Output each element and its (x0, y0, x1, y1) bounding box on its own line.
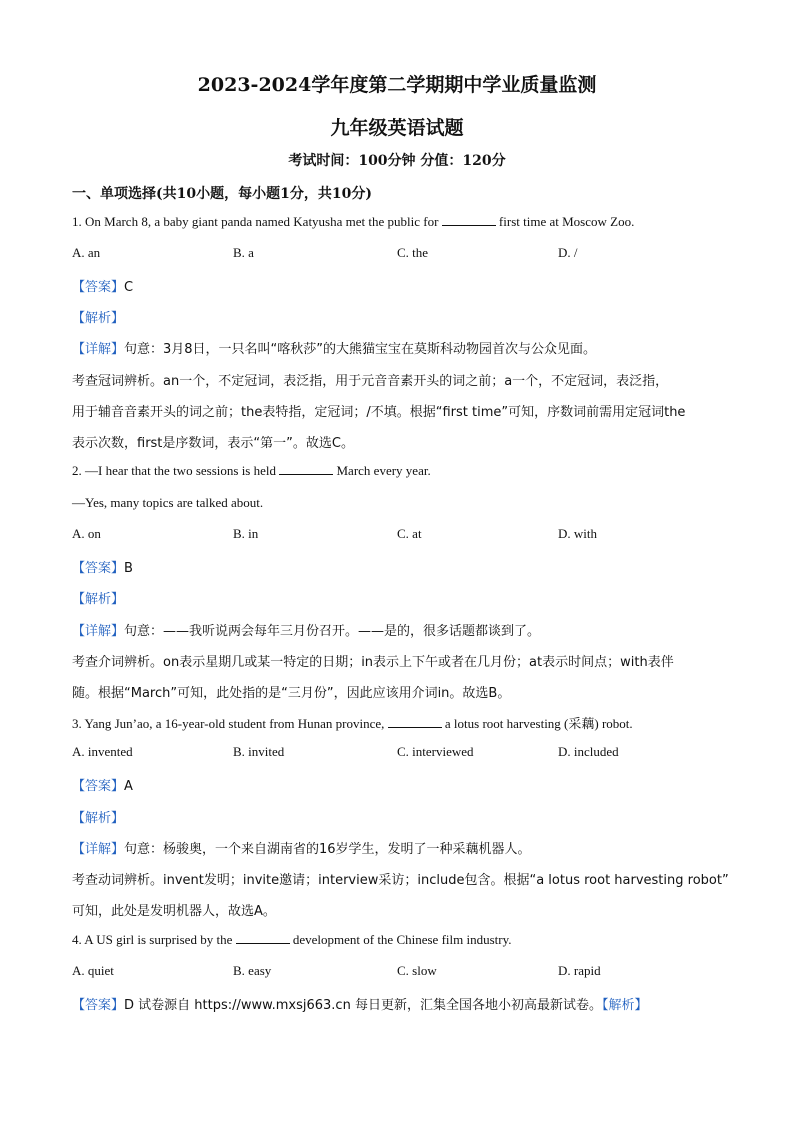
question-3-stem-after: a lotus root harvesting (采藕) robot. (441, 716, 633, 731)
question-1-explain-line: 用于辅音音素开头的词之前；the表特指，定冠词；/不填。根据“first time”可知，序数词前需用定冠词the (72, 405, 686, 420)
question-1-stem (72, 214, 634, 230)
question-4-blank (236, 932, 290, 944)
question-4-stem (72, 932, 512, 948)
question-3-stem-before: 3. Yang Jun’ao, a 16-year-old student from Hunan province, (72, 716, 388, 731)
question-3-option-a: A. invented (72, 744, 133, 759)
answer-value: C (124, 280, 134, 295)
exam-title: 2023-2024学年度第二学期期中学业质量监测 (197, 74, 597, 96)
detail-text: 句意：——我听说两会每年三月份召开。——是的，很多话题都谈到了。 (124, 624, 541, 639)
answer-value: D (124, 998, 135, 1013)
question-2-option-d: D. with (558, 526, 597, 541)
detail-text: 句意：杨骏奥，一个来自湖南省的16岁学生，发明了一种采藕机器人。 (124, 842, 531, 857)
question-2-option-c: C. at (397, 526, 422, 541)
question-1-explain-line: 表示次数，first是序数词，表示“第一”。故选C。 (72, 436, 354, 451)
question-3-answer (72, 775, 133, 794)
question-3-stem (72, 713, 633, 732)
question-4-option-b: B. easy (233, 963, 272, 978)
question-3-explain-line: 考查动词辨析。invent发明；invite邀请；interview采访；include包含。根据“a lotus root harvesting robot” (72, 873, 729, 888)
question-1-explain-line: 考查冠词辨析。an一个，不定冠词，表泛指，用于元音音素开头的词之前；a一个，不定冠词，表泛指， (72, 374, 669, 389)
question-2-stem-reply: —Yes, many topics are talked about. (72, 495, 264, 510)
detail-label: 【详解】 (72, 624, 125, 639)
question-1-option-c: C. the (397, 245, 429, 260)
question-2-option-a: A. on (72, 526, 101, 541)
source-note: 试卷源自 https://www.mxsj663.cn 每日更新，汇集全国各地小初高最新试卷。 (138, 998, 602, 1013)
analysis-label: 【解析】 (72, 311, 125, 326)
question-4-option-d: D. rapid (558, 963, 601, 978)
question-2-stem-before: 2. —I hear that the two sessions is held (72, 463, 280, 478)
question-4-stem-after: development of the Chinese film industry. (289, 932, 512, 947)
question-3-option-d: D. included (558, 744, 619, 759)
analysis-label: 【解析】 (601, 998, 648, 1013)
detail-text: 句意：3月8日，一只名叫“喀秋莎”的大熊猫宝宝在莫斯科动物园首次与公众见面。 (124, 342, 597, 357)
question-2-stem (72, 463, 431, 479)
answer-label: 【答案】 (72, 998, 125, 1013)
question-1-option-b: B. a (233, 245, 254, 260)
question-1-option-a: A. an (72, 245, 101, 260)
exam-subtitle: 九年级英语试题 (330, 117, 464, 139)
answer-value: B (124, 561, 133, 576)
question-2-option-b: B. in (233, 526, 259, 541)
question-3-detail (72, 838, 531, 857)
analysis-label: 【解析】 (72, 592, 125, 607)
exam-info: 考试时间：100分钟 分值：120分 (288, 153, 506, 169)
detail-label: 【详解】 (72, 842, 125, 857)
section-heading: 一、单项选择(共10小题，每小题1分，共10分) (72, 186, 372, 202)
question-2-detail (72, 620, 540, 639)
question-2-stem-after: March every year. (333, 463, 431, 478)
question-4-answer (72, 994, 647, 1013)
answer-label: 【答案】 (72, 561, 125, 576)
answer-label: 【答案】 (72, 280, 125, 295)
question-1-blank (442, 214, 496, 226)
question-3-blank (388, 716, 442, 728)
question-1-stem-after: first time at Moscow Zoo. (495, 214, 635, 229)
question-2-answer (72, 557, 133, 576)
question-4-option-a: A. quiet (72, 963, 114, 978)
question-3-option-c: C. interviewed (397, 744, 474, 759)
question-1-detail (72, 338, 596, 357)
question-4-option-c: C. slow (397, 963, 437, 978)
question-1-stem-before: 1. On March 8, a baby giant panda named Katyusha met the public for (72, 214, 442, 229)
detail-label: 【详解】 (72, 342, 125, 357)
answer-label: 【答案】 (72, 779, 125, 794)
question-2-explain-line: 随。根据“March”可知，此处指的是“三月份”，因此应该用介词in。故选B。 (72, 686, 511, 701)
question-1-option-d: D. / (558, 245, 578, 260)
question-4-stem-before: 4. A US girl is surprised by the (72, 932, 236, 947)
question-2-blank (279, 463, 333, 475)
question-3-option-b: B. invited (233, 744, 285, 759)
question-3-explain-line: 可知，此处是发明机器人，故选A。 (72, 904, 276, 919)
analysis-label: 【解析】 (72, 811, 125, 826)
answer-value: A (124, 779, 133, 794)
question-2-explain-line: 考查介词辨析。on表示星期几或某一特定的日期；in表示上下午或者在几月份；at表示时间点；with表伴 (72, 655, 674, 670)
question-1-answer (72, 276, 133, 295)
